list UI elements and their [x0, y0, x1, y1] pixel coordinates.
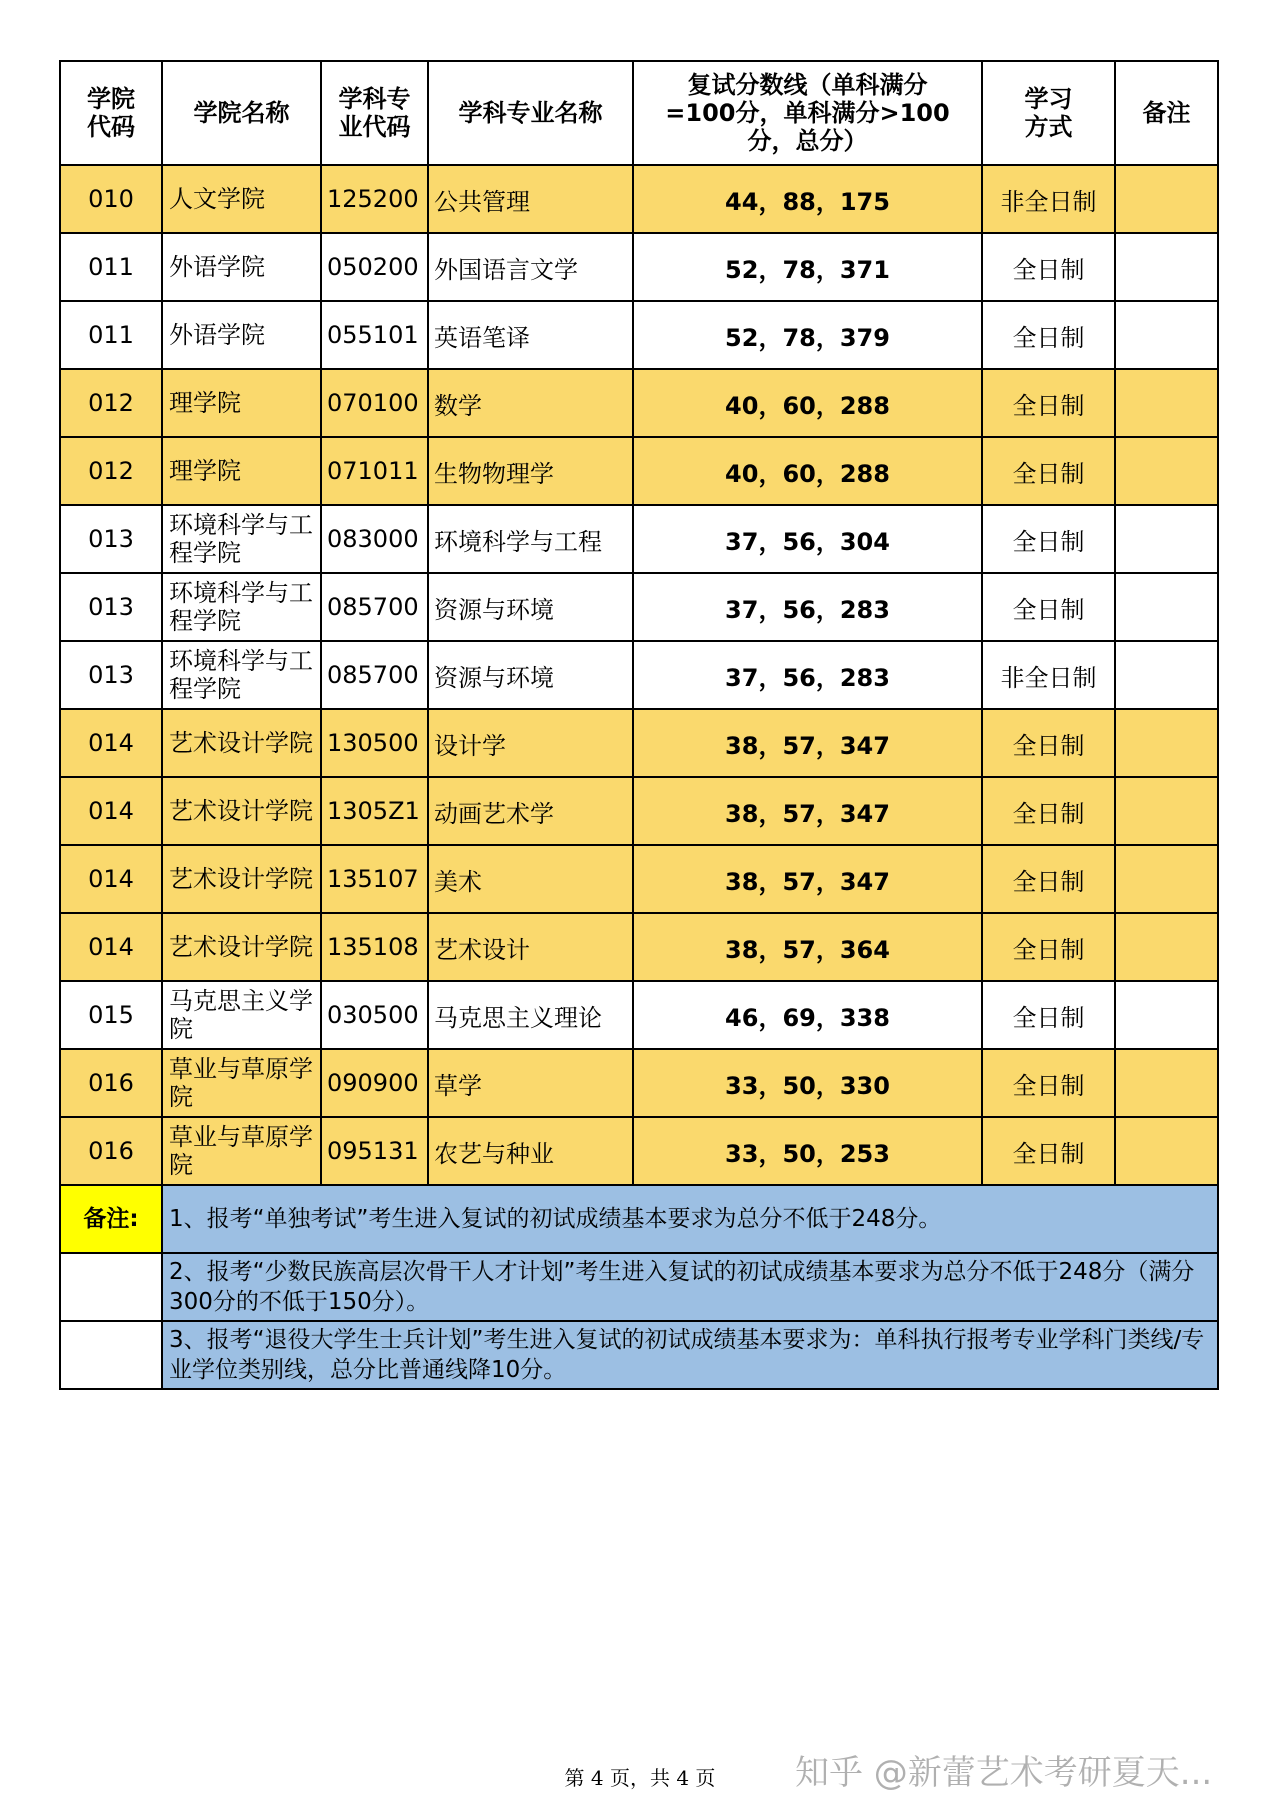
cell-score-line: 37，56，304 — [633, 505, 982, 573]
cell-college-name: 环境科学与工程学院 — [162, 505, 321, 573]
cell-remark — [1115, 301, 1218, 369]
cell-remark — [1115, 437, 1218, 505]
cell-remark — [1115, 573, 1218, 641]
cell-study-mode: 非全日制 — [982, 165, 1115, 233]
table-row — [60, 505, 1218, 573]
cell-major-code: 095131 — [321, 1117, 428, 1185]
cell-college-name: 环境科学与工程学院 — [162, 641, 321, 709]
cell-score-line: 38，57，347 — [633, 709, 982, 777]
cell-study-mode: 全日制 — [982, 913, 1115, 981]
cell-score-line: 40，60，288 — [633, 369, 982, 437]
page-number: 第 4 页，共 4 页 — [564, 1766, 716, 1790]
cell-score-line: 38，57，347 — [633, 777, 982, 845]
cell-major-code: 1305Z1 — [321, 777, 428, 845]
cell-study-mode: 全日制 — [982, 1049, 1115, 1117]
cell-college-code: 016 — [60, 1117, 162, 1185]
score-line-table — [59, 60, 1219, 1390]
cell-remark — [1115, 233, 1218, 301]
cell-major-name: 美术 — [428, 845, 633, 913]
header-college-code: 学院代码 — [60, 61, 162, 165]
cell-college-code: 014 — [60, 913, 162, 981]
cell-major-code: 130500 — [321, 709, 428, 777]
cell-score-line: 37，56，283 — [633, 641, 982, 709]
cell-major-code: 125200 — [321, 165, 428, 233]
cell-remark — [1115, 369, 1218, 437]
table-row — [60, 641, 1218, 709]
notes-label-empty — [60, 1253, 162, 1321]
cell-college-code: 013 — [60, 641, 162, 709]
cell-major-code: 070100 — [321, 369, 428, 437]
cell-major-name: 动画艺术学 — [428, 777, 633, 845]
cell-major-name: 生物物理学 — [428, 437, 633, 505]
cell-remark — [1115, 165, 1218, 233]
cell-remark — [1115, 1049, 1218, 1117]
cell-score-line: 52，78，379 — [633, 301, 982, 369]
cell-college-code: 014 — [60, 777, 162, 845]
cell-study-mode: 非全日制 — [982, 641, 1115, 709]
cell-college-name: 环境科学与工程学院 — [162, 573, 321, 641]
cell-college-code: 010 — [60, 165, 162, 233]
cell-college-name: 马克思主义学院 — [162, 981, 321, 1049]
notes-section — [60, 1185, 1218, 1389]
cell-score-line: 37，56，283 — [633, 573, 982, 641]
notes-label: 备注: — [60, 1185, 162, 1253]
cell-college-code: 012 — [60, 369, 162, 437]
cell-college-code: 014 — [60, 709, 162, 777]
cell-major-name: 数学 — [428, 369, 633, 437]
table-row — [60, 369, 1218, 437]
header-college-name: 学院名称 — [162, 61, 321, 165]
cell-remark — [1115, 845, 1218, 913]
cell-college-code: 014 — [60, 845, 162, 913]
cell-major-code: 085700 — [321, 573, 428, 641]
cell-college-name: 外语学院 — [162, 301, 321, 369]
table-row — [60, 1117, 1218, 1185]
cell-college-name: 外语学院 — [162, 233, 321, 301]
watermark: 知乎 @新蕾艺术考研夏天... — [795, 1753, 1213, 1793]
cell-major-code: 085700 — [321, 641, 428, 709]
cell-study-mode: 全日制 — [982, 709, 1115, 777]
cell-score-line: 33，50，330 — [633, 1049, 982, 1117]
table-row — [60, 233, 1218, 301]
table-body — [60, 165, 1218, 1185]
cell-college-name: 草业与草原学院 — [162, 1049, 321, 1117]
cell-college-name: 艺术设计学院 — [162, 913, 321, 981]
cell-score-line: 38，57，364 — [633, 913, 982, 981]
note-row — [60, 1185, 1218, 1253]
cell-major-name: 环境科学与工程 — [428, 505, 633, 573]
cell-college-code: 013 — [60, 505, 162, 573]
cell-major-name: 设计学 — [428, 709, 633, 777]
table-row — [60, 301, 1218, 369]
cell-major-code: 083000 — [321, 505, 428, 573]
cell-score-line: 44，88，175 — [633, 165, 982, 233]
table-row — [60, 981, 1218, 1049]
header-major-name: 学科专业名称 — [428, 61, 633, 165]
table-row — [60, 1049, 1218, 1117]
cell-study-mode: 全日制 — [982, 573, 1115, 641]
note-text: 3、报考“退役大学生士兵计划”考生进入复试的初试成绩基本要求为：单科执行报考专业学科门类线/专业学位类别线，总分比普通线降10分。 — [162, 1321, 1218, 1389]
cell-college-name: 艺术设计学院 — [162, 845, 321, 913]
cell-major-name: 艺术设计 — [428, 913, 633, 981]
notes-label-empty — [60, 1321, 162, 1389]
cell-score-line: 38，57，347 — [633, 845, 982, 913]
table-header-row — [60, 61, 1218, 165]
note-text: 1、报考“单独考试”考生进入复试的初试成绩基本要求为总分不低于248分。 — [162, 1185, 1218, 1253]
cell-college-name: 艺术设计学院 — [162, 777, 321, 845]
cell-remark — [1115, 777, 1218, 845]
table-row — [60, 913, 1218, 981]
cell-score-line: 46，69，338 — [633, 981, 982, 1049]
cell-major-code: 050200 — [321, 233, 428, 301]
table-row — [60, 165, 1218, 233]
cell-study-mode: 全日制 — [982, 777, 1115, 845]
note-row — [60, 1253, 1218, 1321]
cell-major-name: 公共管理 — [428, 165, 633, 233]
table-row — [60, 573, 1218, 641]
cell-remark — [1115, 981, 1218, 1049]
cell-score-line: 33，50，253 — [633, 1117, 982, 1185]
cell-study-mode: 全日制 — [982, 981, 1115, 1049]
cell-score-line: 52，78，371 — [633, 233, 982, 301]
cell-college-code: 011 — [60, 301, 162, 369]
cell-score-line: 40，60，288 — [633, 437, 982, 505]
cell-major-name: 外国语言文学 — [428, 233, 633, 301]
cell-study-mode: 全日制 — [982, 845, 1115, 913]
cell-college-name: 人文学院 — [162, 165, 321, 233]
cell-remark — [1115, 505, 1218, 573]
cell-major-name: 资源与环境 — [428, 573, 633, 641]
cell-college-code: 012 — [60, 437, 162, 505]
cell-major-code: 030500 — [321, 981, 428, 1049]
cell-study-mode: 全日制 — [982, 301, 1115, 369]
table-row — [60, 845, 1218, 913]
cell-college-code: 015 — [60, 981, 162, 1049]
header-remark: 备注 — [1115, 61, 1218, 165]
cell-college-code: 013 — [60, 573, 162, 641]
cell-college-name: 理学院 — [162, 437, 321, 505]
cell-study-mode: 全日制 — [982, 505, 1115, 573]
header-score-line: 复试分数线（单科满分=100分，单科满分>100分，总分） — [633, 61, 982, 165]
cell-college-code: 011 — [60, 233, 162, 301]
cell-study-mode: 全日制 — [982, 369, 1115, 437]
cell-major-name: 资源与环境 — [428, 641, 633, 709]
table-row — [60, 709, 1218, 777]
note-row — [60, 1321, 1218, 1389]
table-row — [60, 437, 1218, 505]
cell-major-code: 135107 — [321, 845, 428, 913]
cell-college-name: 艺术设计学院 — [162, 709, 321, 777]
cell-major-name: 农艺与种业 — [428, 1117, 633, 1185]
cell-remark — [1115, 641, 1218, 709]
cell-major-code: 090900 — [321, 1049, 428, 1117]
cell-study-mode: 全日制 — [982, 437, 1115, 505]
cell-major-code: 055101 — [321, 301, 428, 369]
cell-major-name: 草学 — [428, 1049, 633, 1117]
cell-remark — [1115, 913, 1218, 981]
cell-college-code: 016 — [60, 1049, 162, 1117]
header-major-code: 学科专业代码 — [321, 61, 428, 165]
cell-remark — [1115, 1117, 1218, 1185]
cell-major-name: 马克思主义理论 — [428, 981, 633, 1049]
cell-remark — [1115, 709, 1218, 777]
cell-study-mode: 全日制 — [982, 233, 1115, 301]
cell-college-name: 草业与草原学院 — [162, 1117, 321, 1185]
cell-major-name: 英语笔译 — [428, 301, 633, 369]
header-study-mode: 学习方式 — [982, 61, 1115, 165]
cell-study-mode: 全日制 — [982, 1117, 1115, 1185]
table-row — [60, 777, 1218, 845]
note-text: 2、报考“少数民族高层次骨干人才计划”考生进入复试的初试成绩基本要求为总分不低于248分（满分300分的不低于150分）。 — [162, 1253, 1218, 1321]
cell-major-code: 135108 — [321, 913, 428, 981]
cell-major-code: 071011 — [321, 437, 428, 505]
cell-college-name: 理学院 — [162, 369, 321, 437]
